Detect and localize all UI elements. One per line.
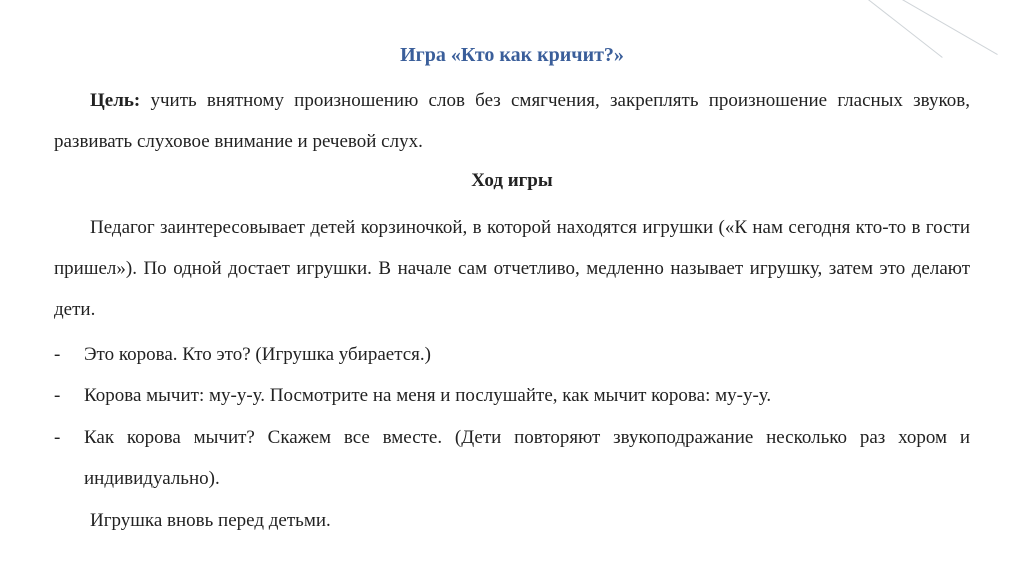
section-heading: Ход игры — [471, 170, 553, 191]
goal-text: учить внятному произношению слов без смягчения, закреплять произношение гласных звуков, развивать слуховое внимание и речевой слух. — [54, 90, 970, 152]
final-paragraph: Игрушка вновь перед детьми. — [90, 510, 331, 531]
goal-paragraph — [54, 80, 970, 162]
list-item — [54, 334, 970, 375]
list-marker: - — [54, 344, 61, 365]
list-marker: - — [54, 427, 61, 448]
list-item — [54, 417, 970, 499]
list-item-text: Это корова. Кто это? (Игрушка убирается.) — [84, 344, 431, 365]
list-item-text: Корова мычит: му-у-у. Посмотрите на меня и послушайте, как мычит корова: му-у-у. — [84, 385, 772, 406]
list-item — [54, 375, 970, 416]
teacher-paragraph: Педагог заинтересовывает детей корзиночкой, в которой находятся игрушки («К нам сегодня кто-то в гости пришел»). По одной достает игрушки. В начале сам отчетливо, медленно называет игрушку, затем это делают дети. — [54, 217, 970, 320]
list-marker: - — [54, 385, 61, 406]
slide-title: Игра «Кто как кричит?» — [400, 44, 624, 66]
goal-label: Цель: — [90, 90, 141, 111]
list-item-text: Как корова мычит? Скажем все вместе. (Дети повторяют звукоподражание несколько раз хором и индивидуально). — [84, 427, 970, 489]
